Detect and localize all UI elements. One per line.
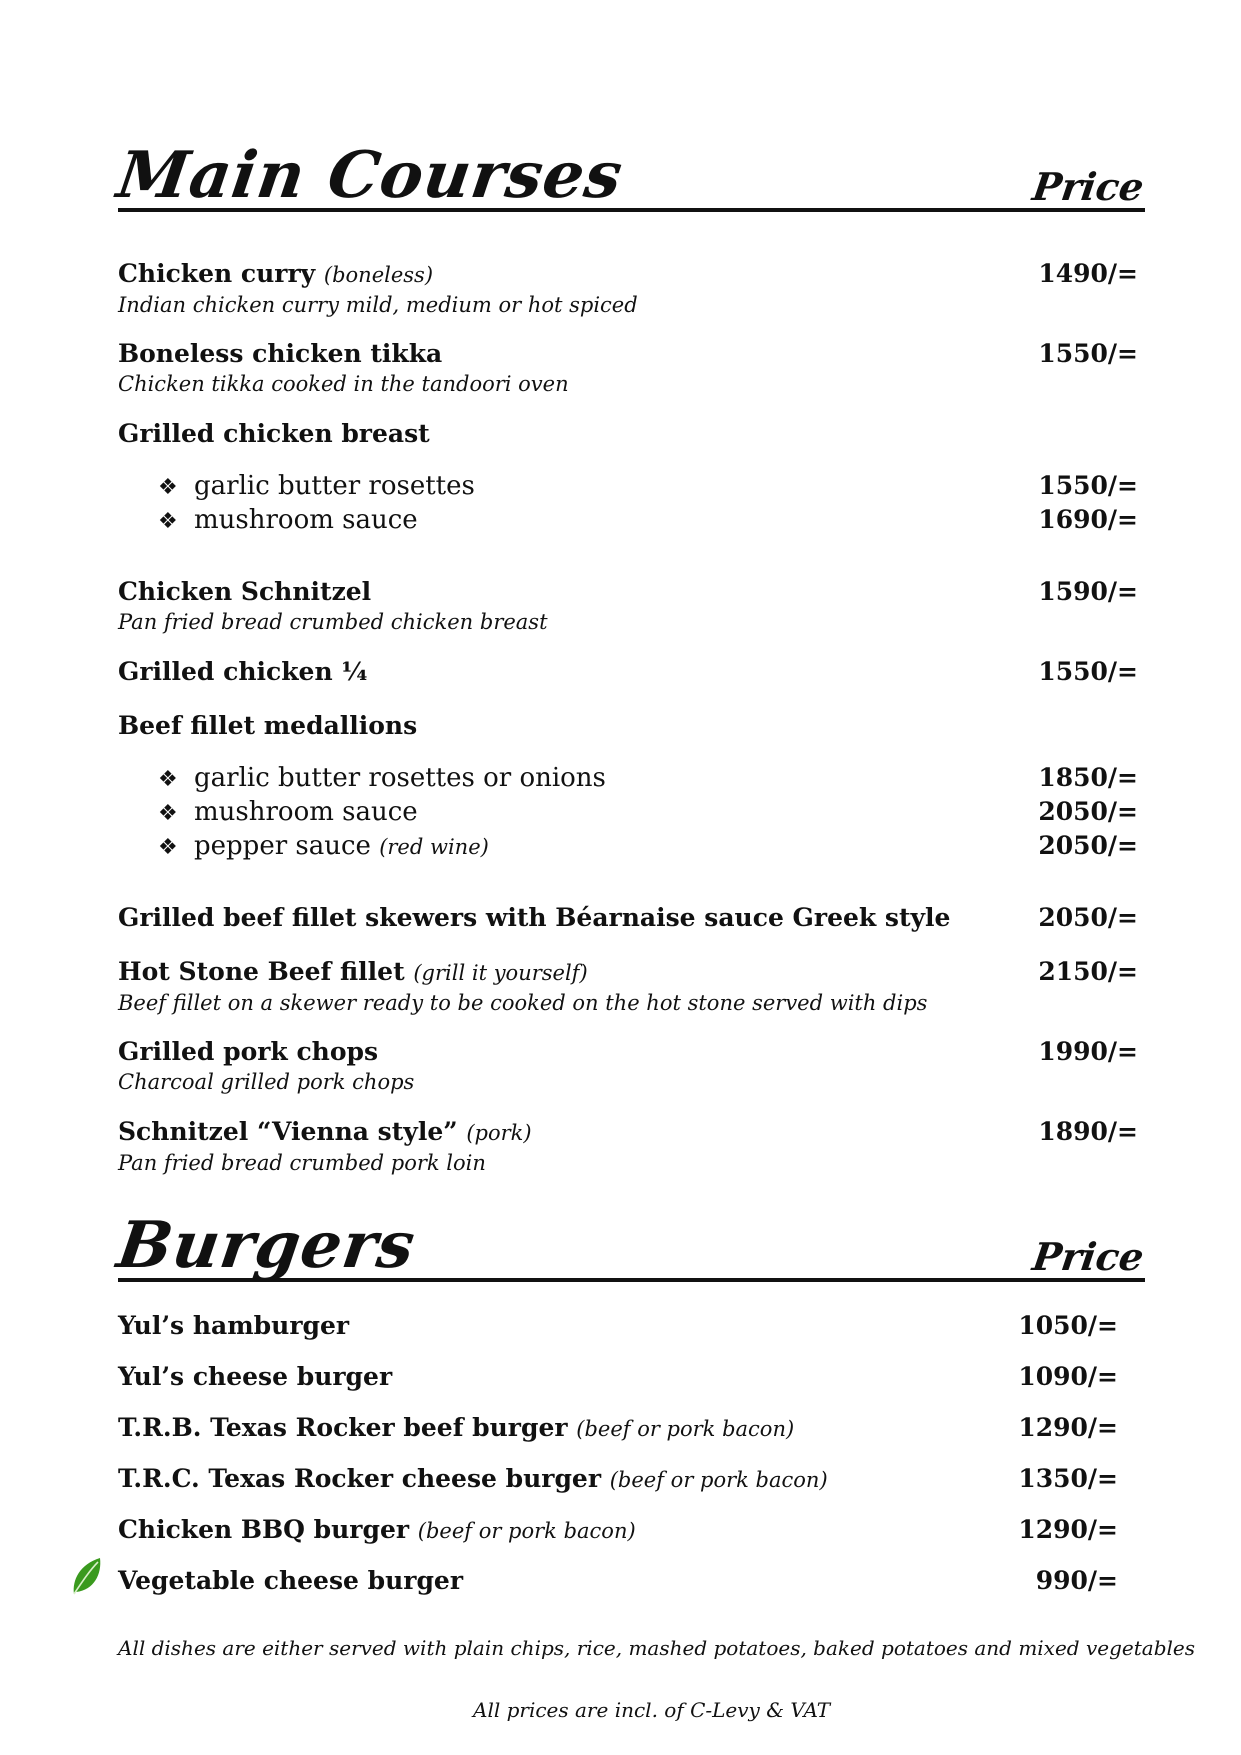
menu-item <box>118 1514 1128 1547</box>
item-price: 1490/= <box>1038 259 1138 288</box>
item-price: 1290/= <box>1018 1515 1118 1544</box>
item-name: T.R.B. Texas Rocker beef burger <box>118 1413 568 1442</box>
option-label: mushroom sauce <box>194 505 418 535</box>
item-name: Yul’s cheese burger <box>118 1362 393 1391</box>
sides-note: All dishes are either served with plain chips, rice, mashed potatoes, baked potatoes and mixed vegetables <box>118 1636 1195 1660</box>
item-note: (beef or pork bacon) <box>576 1417 795 1441</box>
menu-item <box>118 1310 1128 1342</box>
item-name: Chicken Schnitzel <box>118 577 372 606</box>
item-price: 1890/= <box>1038 1117 1138 1146</box>
item-description: Pan fried bread crumbed pork loin <box>118 1151 486 1175</box>
item-description: Chicken tikka cooked in the tandoori oven <box>118 372 569 396</box>
item-price: 1590/= <box>1038 577 1138 606</box>
option-label: garlic butter rosettes or onions <box>194 763 606 793</box>
option-label: pepper sauce <box>194 831 371 861</box>
tax-note: All prices are incl. of C-Levy & VAT <box>473 1698 831 1722</box>
item-price: 990/= <box>1035 1566 1118 1595</box>
option-row <box>158 762 1138 796</box>
option-price: 1690/= <box>1038 505 1138 534</box>
item-price: 1550/= <box>1038 339 1138 368</box>
menu-item <box>118 1361 1128 1393</box>
menu-item <box>118 418 1128 450</box>
diamond-bullet-icon: ❖ <box>158 767 178 792</box>
option-row <box>158 470 1138 504</box>
option-row <box>158 796 1138 830</box>
item-description: Pan fried bread crumbed chicken breast <box>118 610 548 634</box>
item-note: (beef or pork bacon) <box>417 1519 636 1543</box>
menu-item <box>118 956 1138 1017</box>
item-name: Chicken curry <box>118 259 316 288</box>
item-price: 2050/= <box>1038 903 1138 932</box>
item-note: (boneless) <box>323 263 434 287</box>
item-name: Vegetable cheese burger <box>118 1566 464 1595</box>
leaf-icon <box>70 1556 104 1596</box>
item-name: Hot Stone Beef fillet <box>118 957 405 986</box>
item-price: 1550/= <box>1038 657 1138 686</box>
menu-item <box>118 1036 1138 1096</box>
menu-item <box>118 1116 1138 1177</box>
main-courses-title: Main Courses <box>112 138 628 213</box>
option-row <box>158 830 1138 864</box>
option-price: 2050/= <box>1038 797 1138 826</box>
menu-item <box>118 656 1138 688</box>
item-name: Grilled chicken breast <box>118 419 430 448</box>
menu-item <box>118 258 1138 319</box>
item-description: Indian chicken curry mild, medium or hot spiced <box>118 293 638 317</box>
menu-item <box>118 1412 1128 1445</box>
option-note: (red wine) <box>379 835 489 859</box>
diamond-bullet-icon: ❖ <box>158 835 178 860</box>
item-note: (beef or pork bacon) <box>609 1468 828 1492</box>
item-note: (grill it yourself) <box>413 961 588 985</box>
item-name: Grilled chicken ¼ <box>118 657 368 686</box>
item-price: 2150/= <box>1038 957 1138 986</box>
item-description: Beef fillet on a skewer ready to be cooked on the hot stone served with dips <box>118 991 928 1015</box>
diamond-bullet-icon: ❖ <box>158 801 178 826</box>
item-note: (pork) <box>466 1121 532 1145</box>
option-label: garlic butter rosettes <box>194 471 475 501</box>
item-price: 1090/= <box>1018 1362 1118 1391</box>
burgers-heading <box>112 1198 1147 1283</box>
main-courses-heading <box>112 128 1147 213</box>
option-row <box>158 504 1138 538</box>
item-price: 1050/= <box>1018 1311 1118 1340</box>
burgers-title: Burgers <box>112 1208 420 1283</box>
item-name: Beef fillet medallions <box>118 711 418 740</box>
option-price: 2050/= <box>1038 831 1138 860</box>
main-courses-price-heading: Price <box>1029 164 1147 209</box>
option-label: mushroom sauce <box>194 797 418 827</box>
menu-item <box>118 1463 1128 1496</box>
item-price: 1350/= <box>1018 1464 1118 1493</box>
item-name: T.R.C. Texas Rocker cheese burger <box>118 1464 602 1493</box>
item-price: 1290/= <box>1018 1413 1118 1442</box>
diamond-bullet-icon: ❖ <box>158 509 178 534</box>
diamond-bullet-icon: ❖ <box>158 475 178 500</box>
item-description: Charcoal grilled pork chops <box>118 1070 415 1094</box>
menu-item <box>118 576 1138 636</box>
item-name: Schnitzel “Vienna style” <box>118 1117 458 1146</box>
menu-item <box>118 902 1138 934</box>
burgers-price-heading: Price <box>1029 1234 1147 1279</box>
item-name: Grilled beef fillet skewers with Béarnaise sauce Greek style <box>118 903 951 932</box>
item-name: Boneless chicken tikka <box>118 339 443 368</box>
option-price: 1550/= <box>1038 471 1138 500</box>
item-name: Chicken BBQ burger <box>118 1515 410 1544</box>
menu-item <box>118 710 1128 742</box>
menu-item <box>118 1565 1128 1597</box>
item-name: Yul’s hamburger <box>118 1311 350 1340</box>
item-price: 1990/= <box>1038 1037 1138 1066</box>
menu-item <box>118 338 1138 398</box>
item-name: Grilled pork chops <box>118 1037 379 1066</box>
option-price: 1850/= <box>1038 763 1138 792</box>
